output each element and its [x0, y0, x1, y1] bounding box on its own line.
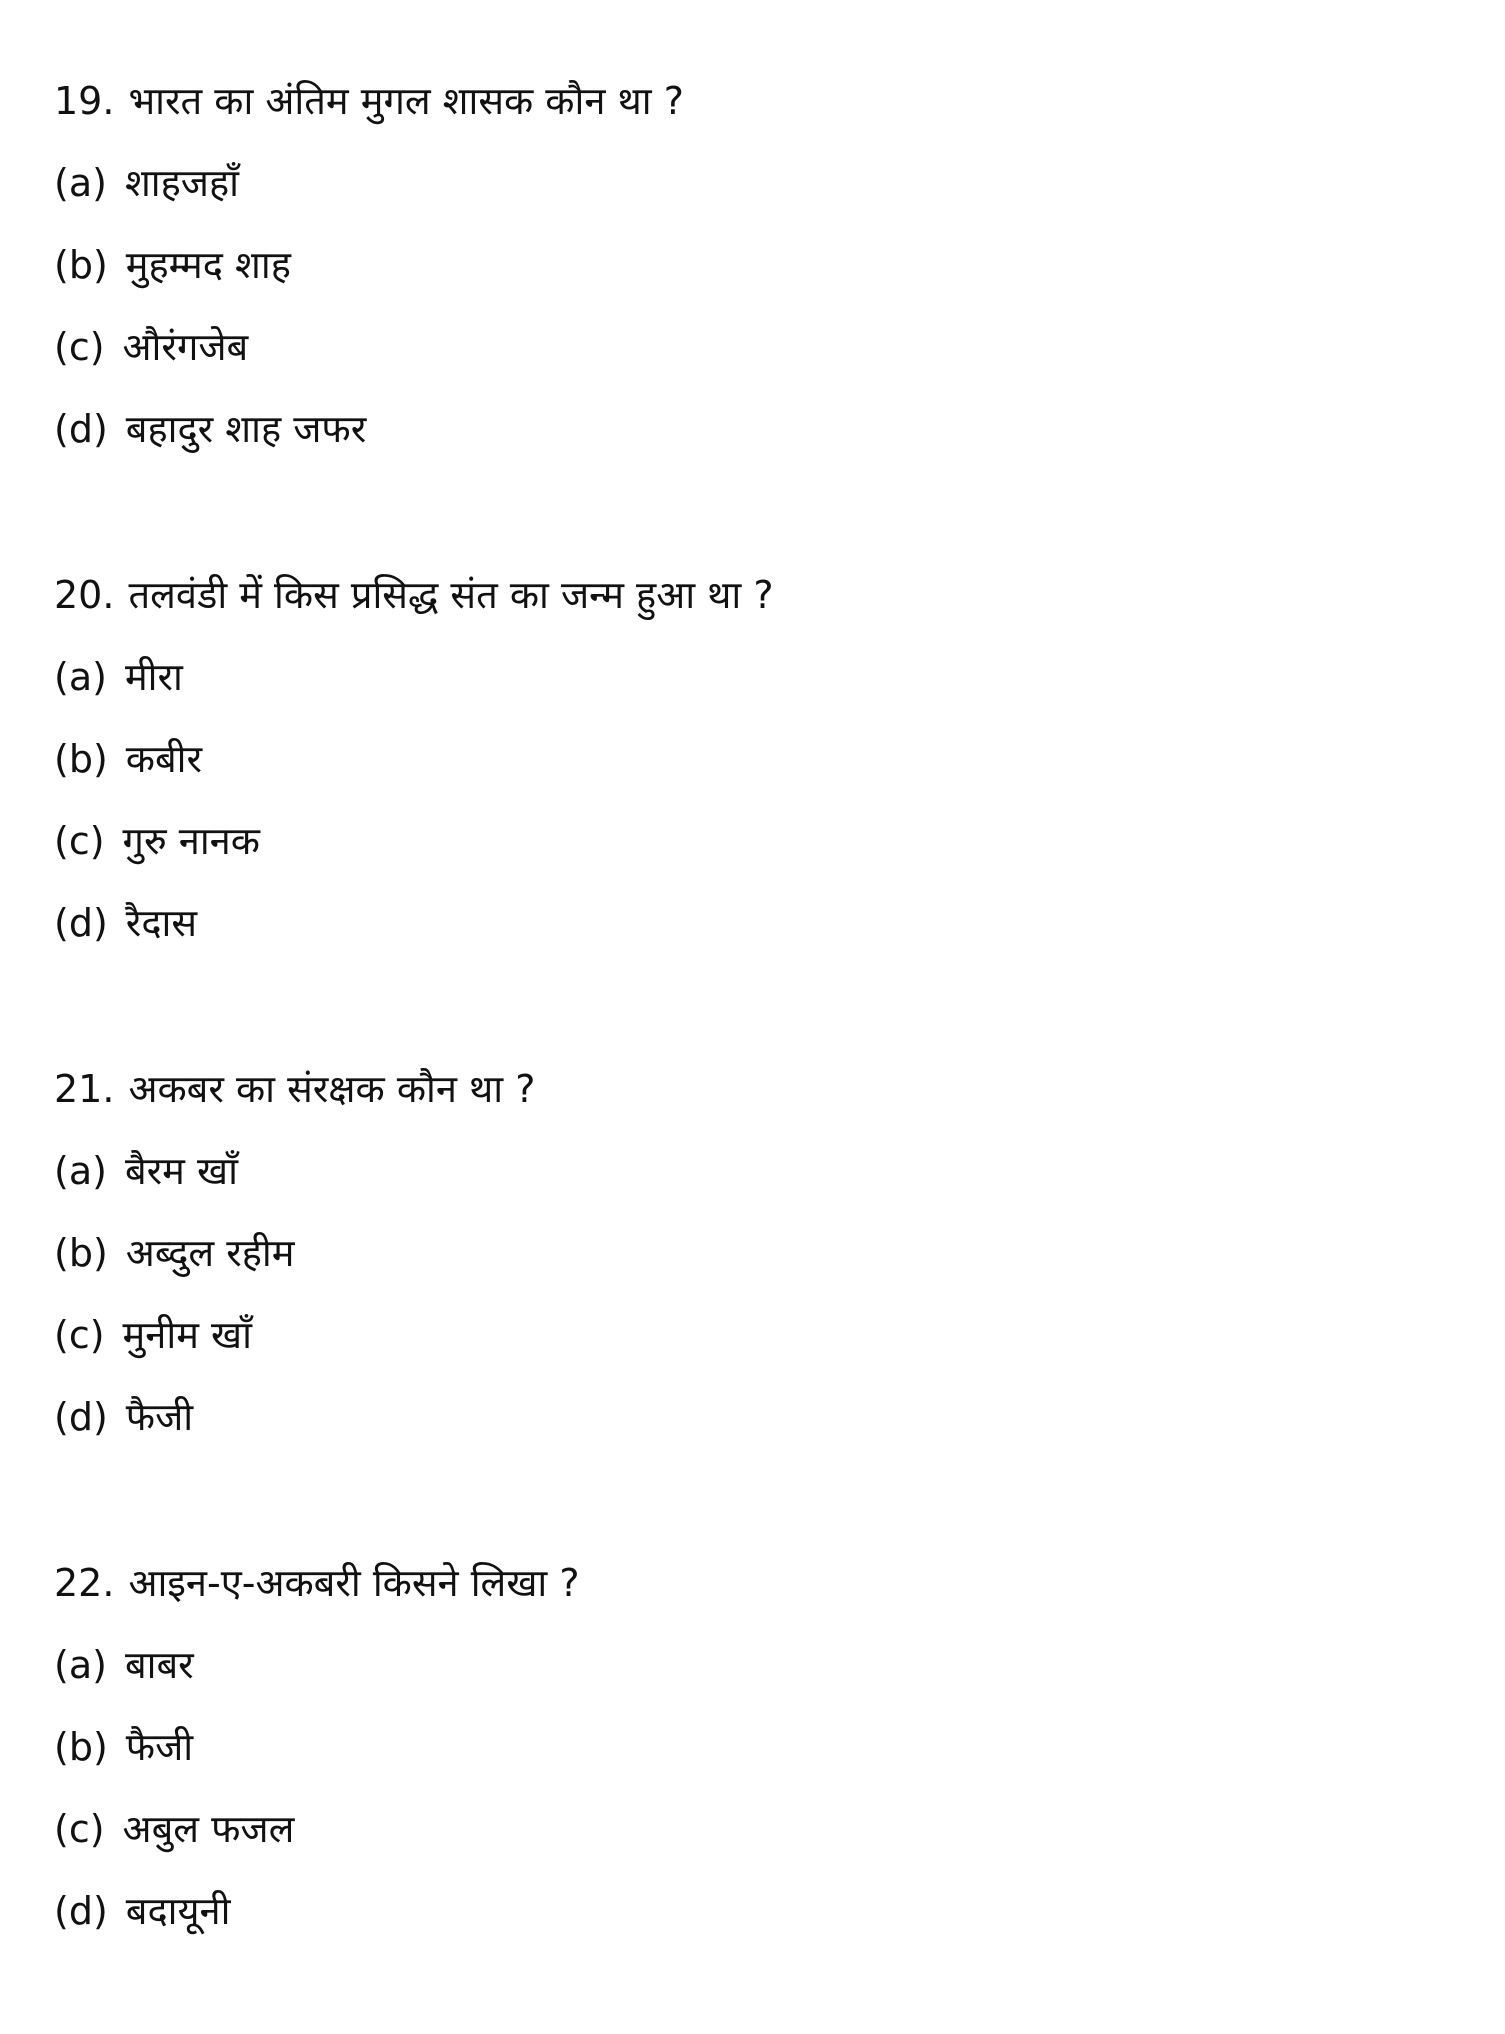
question-number: 21.: [54, 1067, 115, 1111]
option-b: [54, 224, 1434, 306]
question-text: [54, 60, 1434, 142]
option-key: (d): [54, 1889, 108, 1933]
option-d: [54, 388, 1434, 470]
question-21: [54, 1048, 1434, 1458]
option-d: [54, 1870, 1434, 1952]
option-text: कबीर: [125, 737, 203, 781]
option-key: (c): [54, 325, 105, 369]
option-c: [54, 800, 1434, 882]
option-c: [54, 1788, 1434, 1870]
option-key: (b): [54, 737, 108, 781]
option-key: (c): [54, 819, 105, 863]
option-a: [54, 636, 1434, 718]
option-key: (d): [54, 901, 108, 945]
question-text: [54, 1048, 1434, 1130]
option-d: [54, 1376, 1434, 1458]
option-text: मीरा: [124, 655, 183, 699]
option-key: (a): [54, 1643, 107, 1687]
option-text: रैदास: [125, 901, 198, 945]
option-text: मुनीम खाँ: [122, 1313, 252, 1357]
question-20: [54, 554, 1434, 964]
option-key: (a): [54, 1149, 107, 1193]
option-key: (c): [54, 1313, 105, 1357]
option-text: अबुल फजल: [122, 1807, 295, 1851]
option-text: बाबर: [124, 1643, 194, 1687]
question-number: 20.: [54, 573, 115, 617]
option-text: बहादुर शाह जफर: [125, 407, 367, 451]
option-b: [54, 718, 1434, 800]
option-key: (b): [54, 1231, 108, 1275]
option-b: [54, 1706, 1434, 1788]
question-label: आइन-ए-अकबरी किसने लिखा ?: [128, 1561, 580, 1605]
option-text: बदायूनी: [125, 1889, 231, 1933]
option-text: बैरम खाँ: [124, 1149, 238, 1193]
option-text: मुहम्मद शाह: [125, 243, 291, 287]
option-a: [54, 142, 1434, 224]
option-text: फैजी: [125, 1395, 194, 1439]
option-key: (d): [54, 1395, 108, 1439]
option-d: [54, 882, 1434, 964]
option-key: (a): [54, 655, 107, 699]
question-number: 19.: [54, 79, 115, 123]
option-key: (c): [54, 1807, 105, 1851]
option-key: (b): [54, 243, 108, 287]
question-19: [54, 60, 1434, 470]
option-text: औरंगजेब: [122, 325, 249, 369]
option-b: [54, 1212, 1434, 1294]
question-22: [54, 1542, 1434, 1952]
option-key: (d): [54, 407, 108, 451]
option-text: शाहजहाँ: [124, 161, 240, 205]
question-text: [54, 1542, 1434, 1624]
option-a: [54, 1130, 1434, 1212]
option-key: (a): [54, 161, 107, 205]
question-label: भारत का अंतिम मुगल शासक कौन था ?: [128, 79, 684, 123]
option-c: [54, 306, 1434, 388]
option-a: [54, 1624, 1434, 1706]
question-label: तलवंडी में किस प्रसिद्ध संत का जन्म हुआ था ?: [128, 573, 774, 617]
option-text: फैजी: [125, 1725, 194, 1769]
question-number: 22.: [54, 1561, 115, 1605]
question-text: [54, 554, 1434, 636]
option-text: अब्दुल रहीम: [125, 1231, 295, 1275]
question-label: अकबर का संरक्षक कौन था ?: [128, 1067, 536, 1111]
option-text: गुरु नानक: [122, 819, 260, 863]
option-c: [54, 1294, 1434, 1376]
option-key: (b): [54, 1725, 108, 1769]
